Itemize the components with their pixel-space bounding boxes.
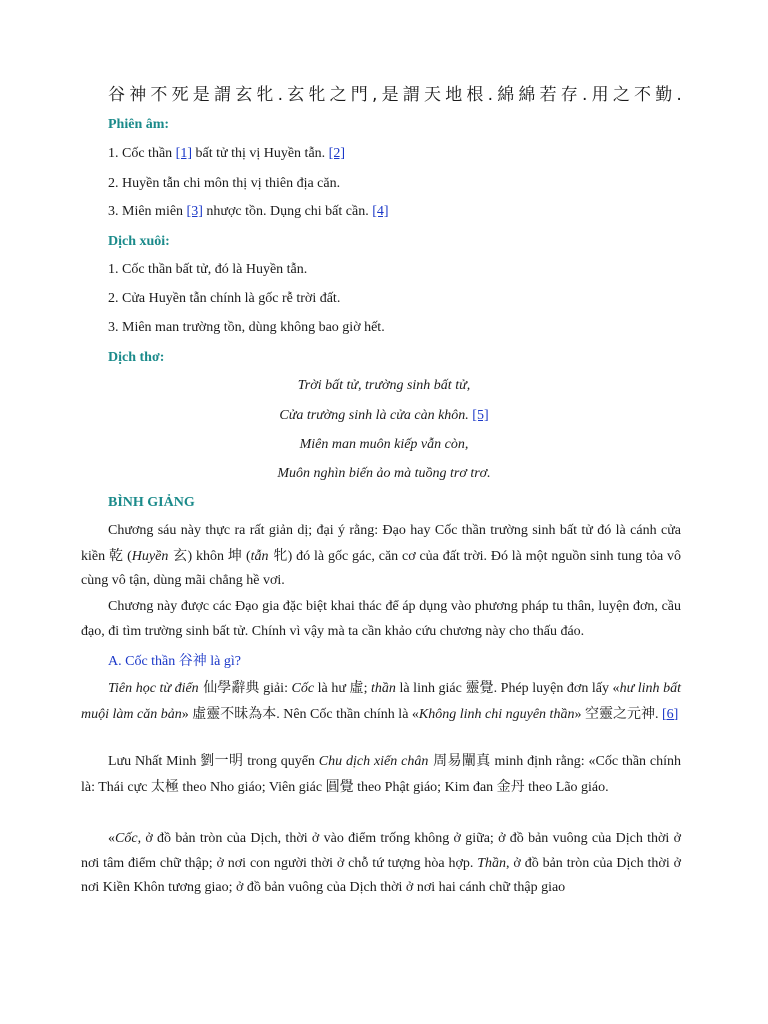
paragraph-2: Chương này được các Đạo gia đặc biệt khai thác để áp dụng vào phương pháp tu thân, luyện đơn, cầu đạo, đi tìm trường sinh bất tử. Chính vì vậy mà ta cần khảo cứu chương này cho thấu đáo. <box>81 599 681 639</box>
dich-xuoi-line-3: 3. Miên man trường tồn, dùng không bao giờ hết. <box>108 320 385 335</box>
phien-am-line-2: 2. Huyền tẫn chi môn thị vị thiên địa căn. <box>108 176 341 191</box>
paragraph-5: «Cốc, ở đồ bản tròn của Dịch, thời ở vào điểm trống không ở giữa; ở đồ bản vuông của Dịch thời ở nơi tâm điểm chữ thập; ở nơi con người thời ở chỗ tứ tượng hòa hợp. Thần, ở đồ bản tròn của Dịch thời ở nơi Kiền Khôn tương giao; ở đồ bản vuông của Dịch thời ở nơi hai cánh chữ thập giao <box>81 831 681 895</box>
footnote-link-2[interactable]: [2] <box>328 146 345 161</box>
poem-line-3: Miên man muôn kiếp vẫn còn, <box>299 437 469 452</box>
phien-am-line-3: 3. Miên miên [3] nhược tồn. Dụng chi bất cần. [4] <box>108 204 389 219</box>
paragraph-1: Chương sáu này thực ra rất giản dị; đại ý rằng: Đạo hay Cốc thần trường sinh bất tử đó là cánh cửa kiền 乾 (Huyền 玄) khôn 坤 (tẫn 牝) đó là gốc gác, căn cơ của đất trời. Đó là một nguồn sinh tung tỏa vô cùng vô tận, dùng mãi chẳng hề vơi. <box>81 523 682 588</box>
phien-am-line-1: 1. Cốc thần [1] bất tử thị vị Huyền tẫn. [2] <box>108 146 345 161</box>
poem-line-2: Cửa trường sinh là cửa càn khôn. [5] <box>279 408 489 423</box>
footnote-link-5[interactable]: [5] <box>472 408 489 423</box>
footnote-link-4[interactable]: [4] <box>372 204 389 219</box>
footnote-link-6[interactable]: [6] <box>661 706 679 722</box>
footnote-link-1[interactable]: [1] <box>175 146 192 161</box>
phien-am-heading: Phiên âm: <box>108 117 170 132</box>
dich-xuoi-line-1: 1. Cốc thần bất tử, đó là Huyền tẫn. <box>108 262 308 277</box>
dich-xuoi-heading: Dịch xuôi: <box>108 234 170 249</box>
chapter-title-han: 谷神不死是謂玄牝.玄牝之門,是謂天地根.綿綿若存.用之不勤. <box>108 85 687 105</box>
section-a-heading: A. Cốc thần 谷神 là gì? <box>108 653 241 669</box>
poem-line-1: Trời bất tử, trường sinh bất tử, <box>297 378 471 393</box>
poem-line-4: Muôn nghìn biến ảo mà tuồng trơ trơ. <box>277 466 491 481</box>
dich-tho-heading: Dịch thơ: <box>108 350 165 365</box>
dich-xuoi-line-2: 2. Cửa Huyền tẫn chính là gốc rễ trời đất. <box>108 291 341 306</box>
paragraph-3: Tiên học từ điển 仙學辭典 giải: Cốc là hư 虛; thần là linh giác 靈覺. Phép luyện đơn lấy «hư linh bất muội làm căn bản» 虛靈不昧為本. Nên Cốc thần chính là «Không linh chi nguyên thần» 空靈之元神. [6] <box>81 680 682 722</box>
binh-giang-heading: BÌNH GIẢNG <box>108 495 195 510</box>
footnote-link-3[interactable]: [3] <box>186 204 203 219</box>
paragraph-4: Lưu Nhất Minh 劉一明 trong quyển Chu dịch xiển chân 周易闡真 minh định rằng: «Cốc thần chính là: Thái cực 太極 theo Nho giáo; Viên giác 圓覺 theo Phật giáo; Kim đan 金丹 theo Lão giáo. <box>81 753 682 795</box>
